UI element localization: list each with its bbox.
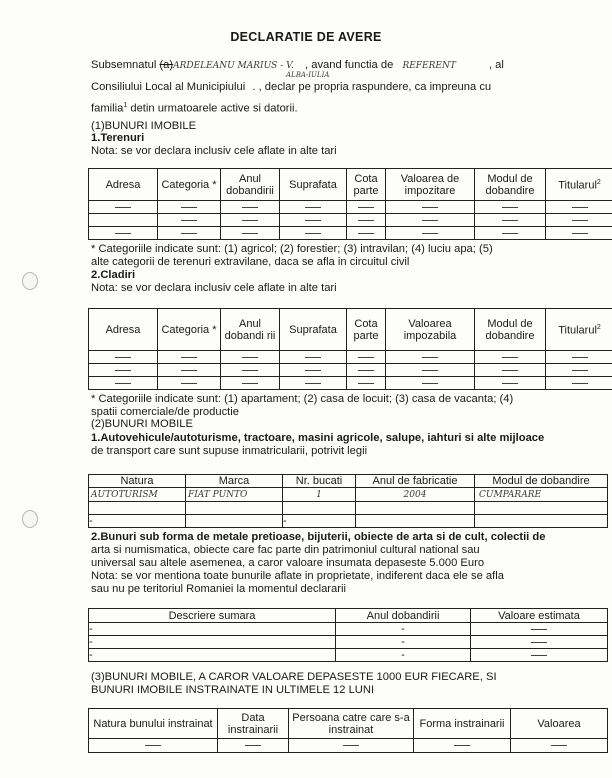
col-header-anul-fabricatie: Anul de fabricatie bbox=[356, 475, 475, 488]
footnote-ref: 2 bbox=[596, 179, 601, 187]
vehicle-marca: FIAT PUNTO bbox=[186, 488, 283, 502]
instrainate-table bbox=[88, 708, 608, 753]
table-header-row bbox=[89, 709, 608, 739]
page-title: DECLARATIE DE AVERE bbox=[230, 30, 382, 44]
col-header-natura: Natura bbox=[89, 475, 186, 488]
col-header-modul: Modul de dobandire bbox=[475, 169, 546, 201]
table-header-row bbox=[89, 169, 612, 201]
col-header-adresa: Adresa bbox=[89, 309, 158, 351]
col-header-nr-bucati: Nr. bucati bbox=[283, 475, 356, 488]
col-header-valoarea: Valoarea bbox=[511, 709, 608, 739]
declarant-name: ARDELEANU MARIUS - V. bbox=[173, 61, 294, 71]
table-row bbox=[89, 214, 612, 227]
cladiri-footnote-1: * Categoriile indicate sunt: (1) apartament; (2) casa de locuit; (3) casa de vacanta; (4) bbox=[91, 393, 514, 405]
table-row bbox=[89, 739, 608, 753]
footnote-ref: 2 bbox=[596, 324, 601, 332]
punch-hole bbox=[22, 272, 38, 290]
section-1-heading: (1)BUNURI IMOBILE bbox=[91, 120, 197, 132]
punch-hole bbox=[22, 510, 38, 528]
vehicle-natura: AUTOTURISM bbox=[89, 488, 186, 502]
col-header-modul: Modul de dobandire bbox=[475, 309, 546, 351]
pretioase-line-2: arta si numismatica, obiecte care fac parte din patrimoniul cultural national sau bbox=[91, 544, 480, 556]
intro-declar: , declar pe propria raspundere, ca impreuna cu bbox=[258, 81, 492, 93]
declarant-function: REFERENT bbox=[402, 61, 456, 71]
table-row bbox=[89, 377, 612, 390]
vehicle-an-fabricatie: 2004 bbox=[356, 488, 475, 502]
table-header-row bbox=[89, 475, 608, 488]
col-header-forma: Forma instrainarii bbox=[414, 709, 511, 739]
col-header-adresa: Adresa bbox=[89, 169, 158, 201]
col-header-cota: Cota parte bbox=[347, 309, 386, 351]
vehicle-nr-bucati: 1 bbox=[283, 488, 356, 502]
footnote-ref: 1 bbox=[123, 102, 128, 109]
col-header-anul: Anul dobandi rii bbox=[221, 309, 280, 351]
pretioase-table bbox=[88, 608, 608, 662]
table-row: - - bbox=[89, 636, 608, 649]
auto-table bbox=[88, 474, 608, 528]
auto-title-1: 1.Autovehicule/autoturisme, tractoare, masini agricole, salupe, iahturi si alte mijloace bbox=[91, 432, 545, 444]
cladiri-footnote-2: spatii comerciale/de productie bbox=[91, 406, 239, 418]
municipality-name: ALBA-IULIA bbox=[286, 71, 330, 79]
table-row bbox=[89, 201, 612, 214]
intro-subsemnatul: Subsemnatul bbox=[91, 59, 157, 71]
intro-line-2: Consiliului Local al Municipiului . , declar pe propria raspundere, ca impreuna cu bbox=[91, 81, 492, 93]
table-row bbox=[89, 488, 608, 502]
col-header-descriere: Descriere sumara bbox=[89, 609, 336, 623]
table-header-row bbox=[89, 609, 608, 623]
col-header-categoria: Categoria * bbox=[158, 169, 221, 201]
pretioase-line-1: 2.Bunuri sub forma de metale pretioase, bijuterii, obiecte de arta si de cult, colectii de bbox=[91, 531, 546, 543]
table-row: - - bbox=[89, 515, 608, 528]
auto-title-2: de transport care sunt supuse inmatricularii, potrivit legii bbox=[91, 445, 368, 457]
col-header-valoare-estimata: Valoare estimata bbox=[471, 609, 608, 623]
col-header-cota: Cota parte bbox=[347, 169, 386, 201]
pretioase-note-1: Nota: se vor mentiona toate bunurile aflate in proprietate, indiferent daca ele se afla bbox=[91, 570, 504, 582]
col-header-data-instrainarii: Data instrainarii bbox=[218, 709, 289, 739]
col-header-natura-bunului: Natura bunului instrainat bbox=[89, 709, 218, 739]
table-row: - - bbox=[89, 649, 608, 662]
cladiri-note: Nota: se vor declara inclusiv cele aflate in alte tari bbox=[91, 282, 337, 294]
terenuri-table bbox=[88, 168, 612, 240]
section-2-heading: (2)BUNURI MOBILE bbox=[91, 418, 193, 430]
intro-consiliul: Consiliului Local al Municipiului bbox=[91, 81, 246, 93]
table-row bbox=[89, 227, 612, 240]
col-header-modul-dobandire: Modul de dobandire bbox=[475, 475, 608, 488]
pretioase-note-2: sau nu pe teritoriul Romaniei la momentul declararii bbox=[91, 583, 346, 595]
pretioase-line-3: universal sau altele asemenea, a caror valoare insumata depaseste 5.000 Euro bbox=[91, 557, 485, 569]
intro-sex-mark: (a) bbox=[159, 59, 174, 71]
col-header-anul: Anul dobandirii bbox=[221, 169, 280, 201]
titular-label: Titularul bbox=[558, 324, 597, 337]
col-header-anul-dobandirii: Anul dobandirii bbox=[336, 609, 471, 623]
terenuri-title: 1.Terenuri bbox=[91, 132, 145, 144]
vehicle-modul-dobandire: CUMPARARE bbox=[475, 488, 608, 502]
col-header-titularul bbox=[546, 169, 612, 201]
intro-al: , al bbox=[488, 59, 504, 71]
col-header-titularul bbox=[546, 309, 612, 351]
table-row bbox=[89, 351, 612, 364]
intro-detin: detin urmatoarele active si datorii. bbox=[130, 102, 298, 115]
cladiri-table bbox=[88, 308, 612, 390]
section-3-heading-2: BUNURI IMOBILE INSTRAINATE IN ULTIMELE 12 LUNI bbox=[91, 684, 375, 696]
table-row: - - bbox=[89, 623, 608, 636]
terenuri-footnote-2: alte categorii de terenuri extravilane, daca se afla in circuitul civil bbox=[91, 256, 410, 268]
col-header-suprafata: Suprafata bbox=[280, 169, 347, 201]
col-header-suprafata: Suprafata bbox=[280, 309, 347, 351]
table-header-row bbox=[89, 309, 612, 351]
terenuri-note: Nota: se vor declara inclusiv cele aflate in alte tari bbox=[91, 145, 337, 157]
col-header-persoana: Persoana catre care s-a instrainat bbox=[289, 709, 414, 739]
table-row bbox=[89, 502, 608, 515]
cladiri-title: 2.Cladiri bbox=[91, 269, 136, 281]
terenuri-footnote-1: * Categoriile indicate sunt: (1) agricol; (2) forestier; (3) intravilan; (4) luciu apa; (5) bbox=[91, 243, 493, 255]
intro-line-3 bbox=[91, 99, 298, 116]
col-header-valoarea: Valoarea impozabila bbox=[386, 309, 475, 351]
col-header-valoarea: Valoarea de impozitare bbox=[386, 169, 475, 201]
titular-label: Titularul bbox=[558, 179, 597, 192]
col-header-categoria: Categoria * bbox=[158, 309, 221, 351]
col-header-marca: Marca bbox=[186, 475, 283, 488]
intro-familia: familia bbox=[91, 102, 124, 115]
table-row bbox=[89, 364, 612, 377]
section-3-heading-1: (3)BUNURI MOBILE, A CAROR VALOARE DEPASESTE 1000 EUR FIECARE, SI bbox=[91, 671, 497, 683]
intro-avand-functia: , avand functia de bbox=[305, 59, 394, 71]
